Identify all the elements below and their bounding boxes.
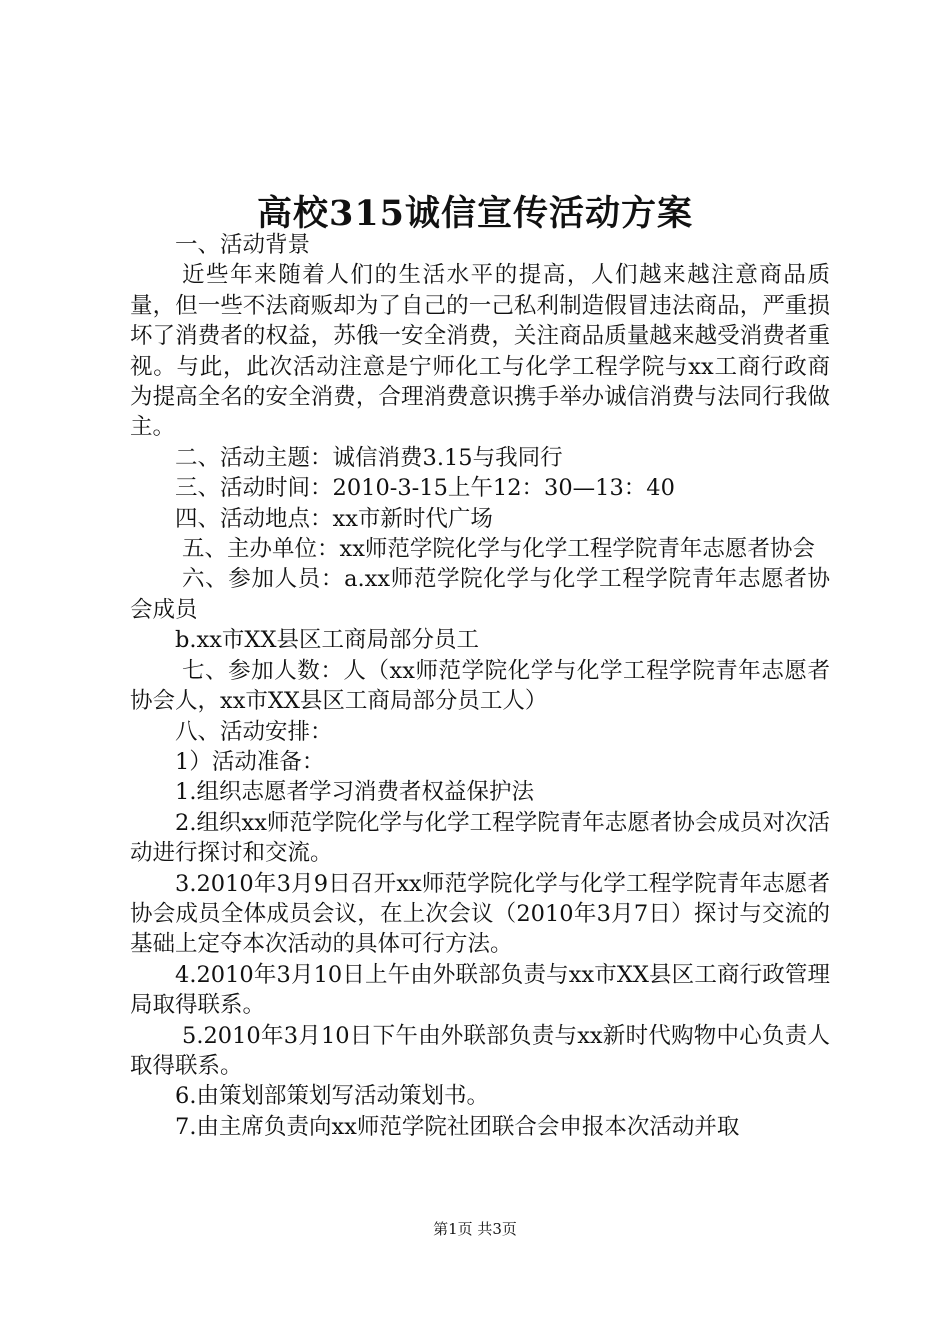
paragraph-item-1: 1.组织志愿者学习消费者权益保护法 [175, 779, 534, 806]
paragraph-section-3: 三、活动时间：2010-3-15上午12：30—13：40 [175, 475, 675, 502]
paragraph-section-4: 四、活动地点：xx市新时代广场 [175, 505, 493, 532]
paragraph-section-6: 六、参加人员：a.xx师范学院化学与化学工程学院青年志愿者协会成员 [130, 566, 830, 623]
paragraph-section-8: 八、活动安排： [175, 718, 333, 745]
paragraph-item-6: 6.由策划部策划写活动策划书。 [175, 1083, 489, 1110]
paragraph-item-7: 7.由主席负责向xx师范学院社团联合会申报本次活动并取 [175, 1113, 740, 1140]
paragraph-item-2: 2.组织xx师范学院化学与化学工程学院青年志愿者协会成员对次活动进行探讨和交流。 [130, 809, 830, 867]
paragraph-item-5: 5.2010年3月10日下午由外联部负责与xx新时代购物中心负责人取得联系。 [130, 1022, 830, 1079]
document-title: 高校315诚信宣传活动方案 [256, 193, 694, 234]
paragraph-section-7: 七、参加人数：人（xx师范学院化学与化学工程学院青年志愿者协会人，xx市XX县区工商局部分员工人） [130, 657, 830, 715]
paragraph-section-2: 二、活动主题：诚信消费3.15与我同行 [175, 444, 563, 471]
paragraph-item-3: 3.2010年3月9日召开xx师范学院化学与化学工程学院青年志愿者协会成员全体成员会议，在上次会议（2010年3月7日）探讨与交流的基础上定夺本次活动的具体可行方法。 [130, 870, 830, 958]
paragraph-item-4: 4.2010年3月10日上午由外联部负责与xx市XX县区工商行政管理局取得联系。 [130, 961, 830, 1019]
paragraph-section-1: 一、活动背景 [175, 232, 311, 258]
paragraph-section-5: 五、主办单位：xx师范学院化学与化学工程学院青年志愿者协会 [182, 536, 815, 563]
paragraph-preparation: 1）活动准备： [175, 748, 325, 775]
paragraph-background: 近些年来随着人们的生活水平的提高，人们越来越注意商品质量，但一些不法商贩却为了自己的一己私利制造假冒违法商品，严重损坏了消费者的权益，苏俄一安全消费，关注商品质量越来越受消费者重视。与此，此次活动注意是宁师化工与化学工程学院与xx工商行政商为提高全名的安全消费，合理消费意识携手举办诚信消费与法同行我做主。 [130, 262, 830, 441]
document-body [130, 230, 830, 1142]
paragraph-section-6b: b.xx市XX县区工商局部分员工 [175, 627, 479, 654]
page-footer: 第1页 共3页 [433, 1220, 517, 1238]
